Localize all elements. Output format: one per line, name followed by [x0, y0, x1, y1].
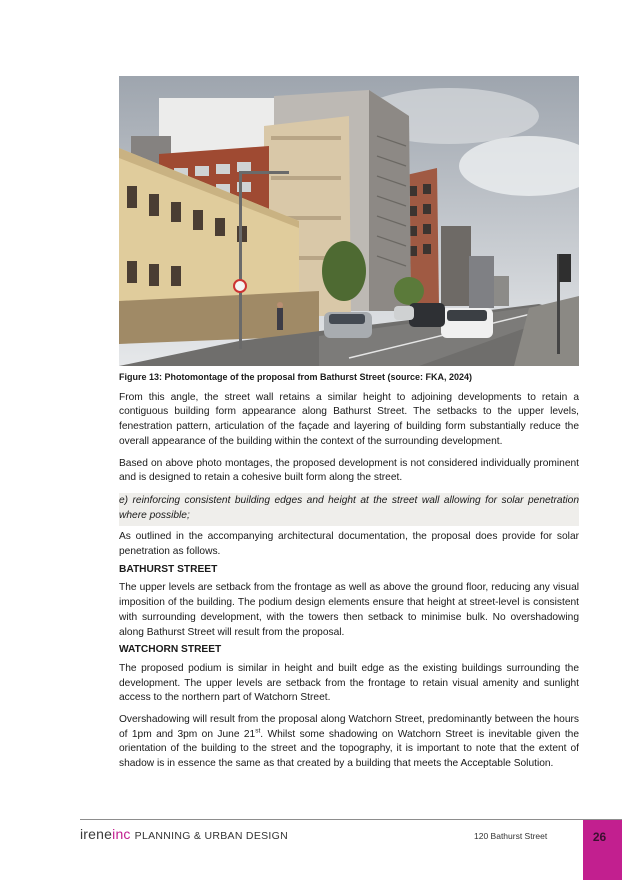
- page-number-tab: [583, 820, 622, 880]
- heading-watchorn-street: WATCHORN STREET: [119, 644, 222, 656]
- page-body: [119, 370, 579, 779]
- criterion-quote: e) reinforcing consistent building edges and height at the street wall allowing for solar penetration where possible;: [119, 493, 579, 526]
- heading-bathurst-street: BATHURST STREET: [119, 563, 218, 575]
- footer-address: 120 Bathurst Street: [474, 831, 548, 841]
- paragraph-photomontage-conclusion: Based on above photo montages, the proposed development is not considered individually prominent and is designed to retain a cohesive built form along the street.: [119, 457, 579, 484]
- paragraph-watchorn-podium: The proposed podium is similar in height and built edge as the existing buildings surrounding the development. The upper levels are setback from the frontage to retain visual amenity and sunlight access to the northern part of Watchorn Street.: [119, 662, 579, 704]
- photomontage-image: [119, 76, 579, 366]
- footer-divider: [80, 819, 622, 820]
- page-number: 26: [592, 830, 607, 844]
- paragraph-bathurst-street: The upper levels are setback from the frontage as well as above the ground floor, reducing any visual imposition of the building. The podium design elements ensure that height at street-level is consistent with surrounding development, with the towers then setback to minimise bulk. No overshadowing along Bathurst Street will result from the proposal.: [119, 582, 579, 638]
- figure-caption: Figure 13: Photomontage of the proposal from Bathurst Street (source: FKA, 2024): [119, 372, 473, 382]
- paragraph-street-wall: From this angle, the street wall retains a similar height to adjoining developments to retain a contiguous building form appearance along Bathurst Street. The setbacks to the upper levels, fenestration pattern, articulation of the façade and layering of building form substantially reduce the overall appearance of the building within the context of the surrounding development.: [119, 391, 579, 447]
- paragraph-overshadowing: Overshadowing will result from the proposal along Watchorn Street, predominantly between the hours of 1pm and 3pm on June 21st. Whilst some shadowing on Watchorn Street is inevitable given the orientation of the building to the street and the topography, it is important to note that the extent of shadow is in essence the same as that created by a building that meets the Acceptable Solution.: [119, 714, 579, 770]
- brand-logo: ireneinc PLANNING & URBAN DESIGN: [80, 826, 288, 842]
- paragraph-solar-penetration: As outlined in the accompanying architectural documentation, the proposal does provide for solar penetration as follows.: [119, 531, 579, 558]
